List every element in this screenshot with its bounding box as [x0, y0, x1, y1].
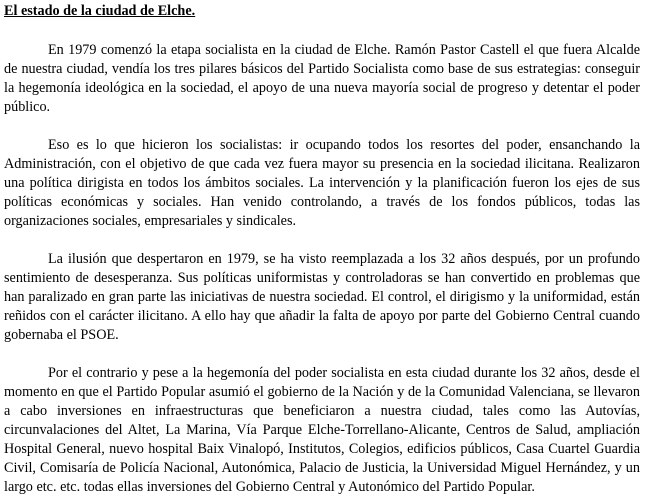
paragraph-1: En 1979 comenzó la etapa socialista en la ciudad de Elche. Ramón Pastor Castell el que fuera Alcalde de nuestra ciudad, vendía los tres pilares básicos del Partido Socialista como base de sus estrategias: conseguir la hegemonía ideológica en la sociedad, el apoyo de una nueva mayoría social de progreso y detentar el poder público. — [4, 42, 640, 115]
paragraph-3: La ilusión que despertaron en 1979, se ha visto reemplazada a los 32 años después, por un profundo sentimiento de desesperanza. Sus políticas uniformistas y controladoras se han convertido en problemas que han paralizado en gran parte las iniciativas de nuestra sociedad. El control, el dirigismo y la uniformidad, están reñidos con el carácter ilicitano. A ello hay que añadir la falta de apoyo por parte del Gobierno Central cuando gobernaba el PSOE. — [4, 251, 640, 343]
document-title: El estado de la ciudad de Elche. — [4, 3, 196, 19]
paragraph-2: Eso es lo que hicieron los socialistas: ir ocupando todos los resortes del poder, ensanchando la Administración, con el objetivo de que cada vez fuera mayor su presencia en la sociedad ilicitana. Realizaron una política dirigista en todos los ámbitos sociales. La intervención y la planificación fueron los ejes de sus políticas económicas y sociales. Han venido controlando, a través de los fondos públicos, todas las organizaciones sociales, empresariales y sindicales. — [4, 137, 640, 229]
paragraph-4: Por el contrario y pese a la hegemonía del poder socialista en esta ciudad durante los 32 años, desde el momento en que el Partido Popular asumió el gobierno de la Nación y de la Comunidad Valenciana, se llevaron a cabo inversiones en infraestructuras que beneficiaron a nuestra ciudad, tales como las Autovías, circunvalaciones del Altet, La Marina, Vía Parque Elche-Torrellano-Alicante, Centros de Salud, ampliación Hospital General, nuevo hospital Baix Vinalopó, Institutos, Colegios, edificios públicos, Casa Cuartel Guardia Civil, Comisaría de Policía Nacional, Autonómica, Palacio de Justicia, la Universidad Miguel Hernández, y un largo etc. etc. todas ellas inversiones del Gobierno Central y Autonómico del Partido Popular. — [4, 365, 640, 495]
